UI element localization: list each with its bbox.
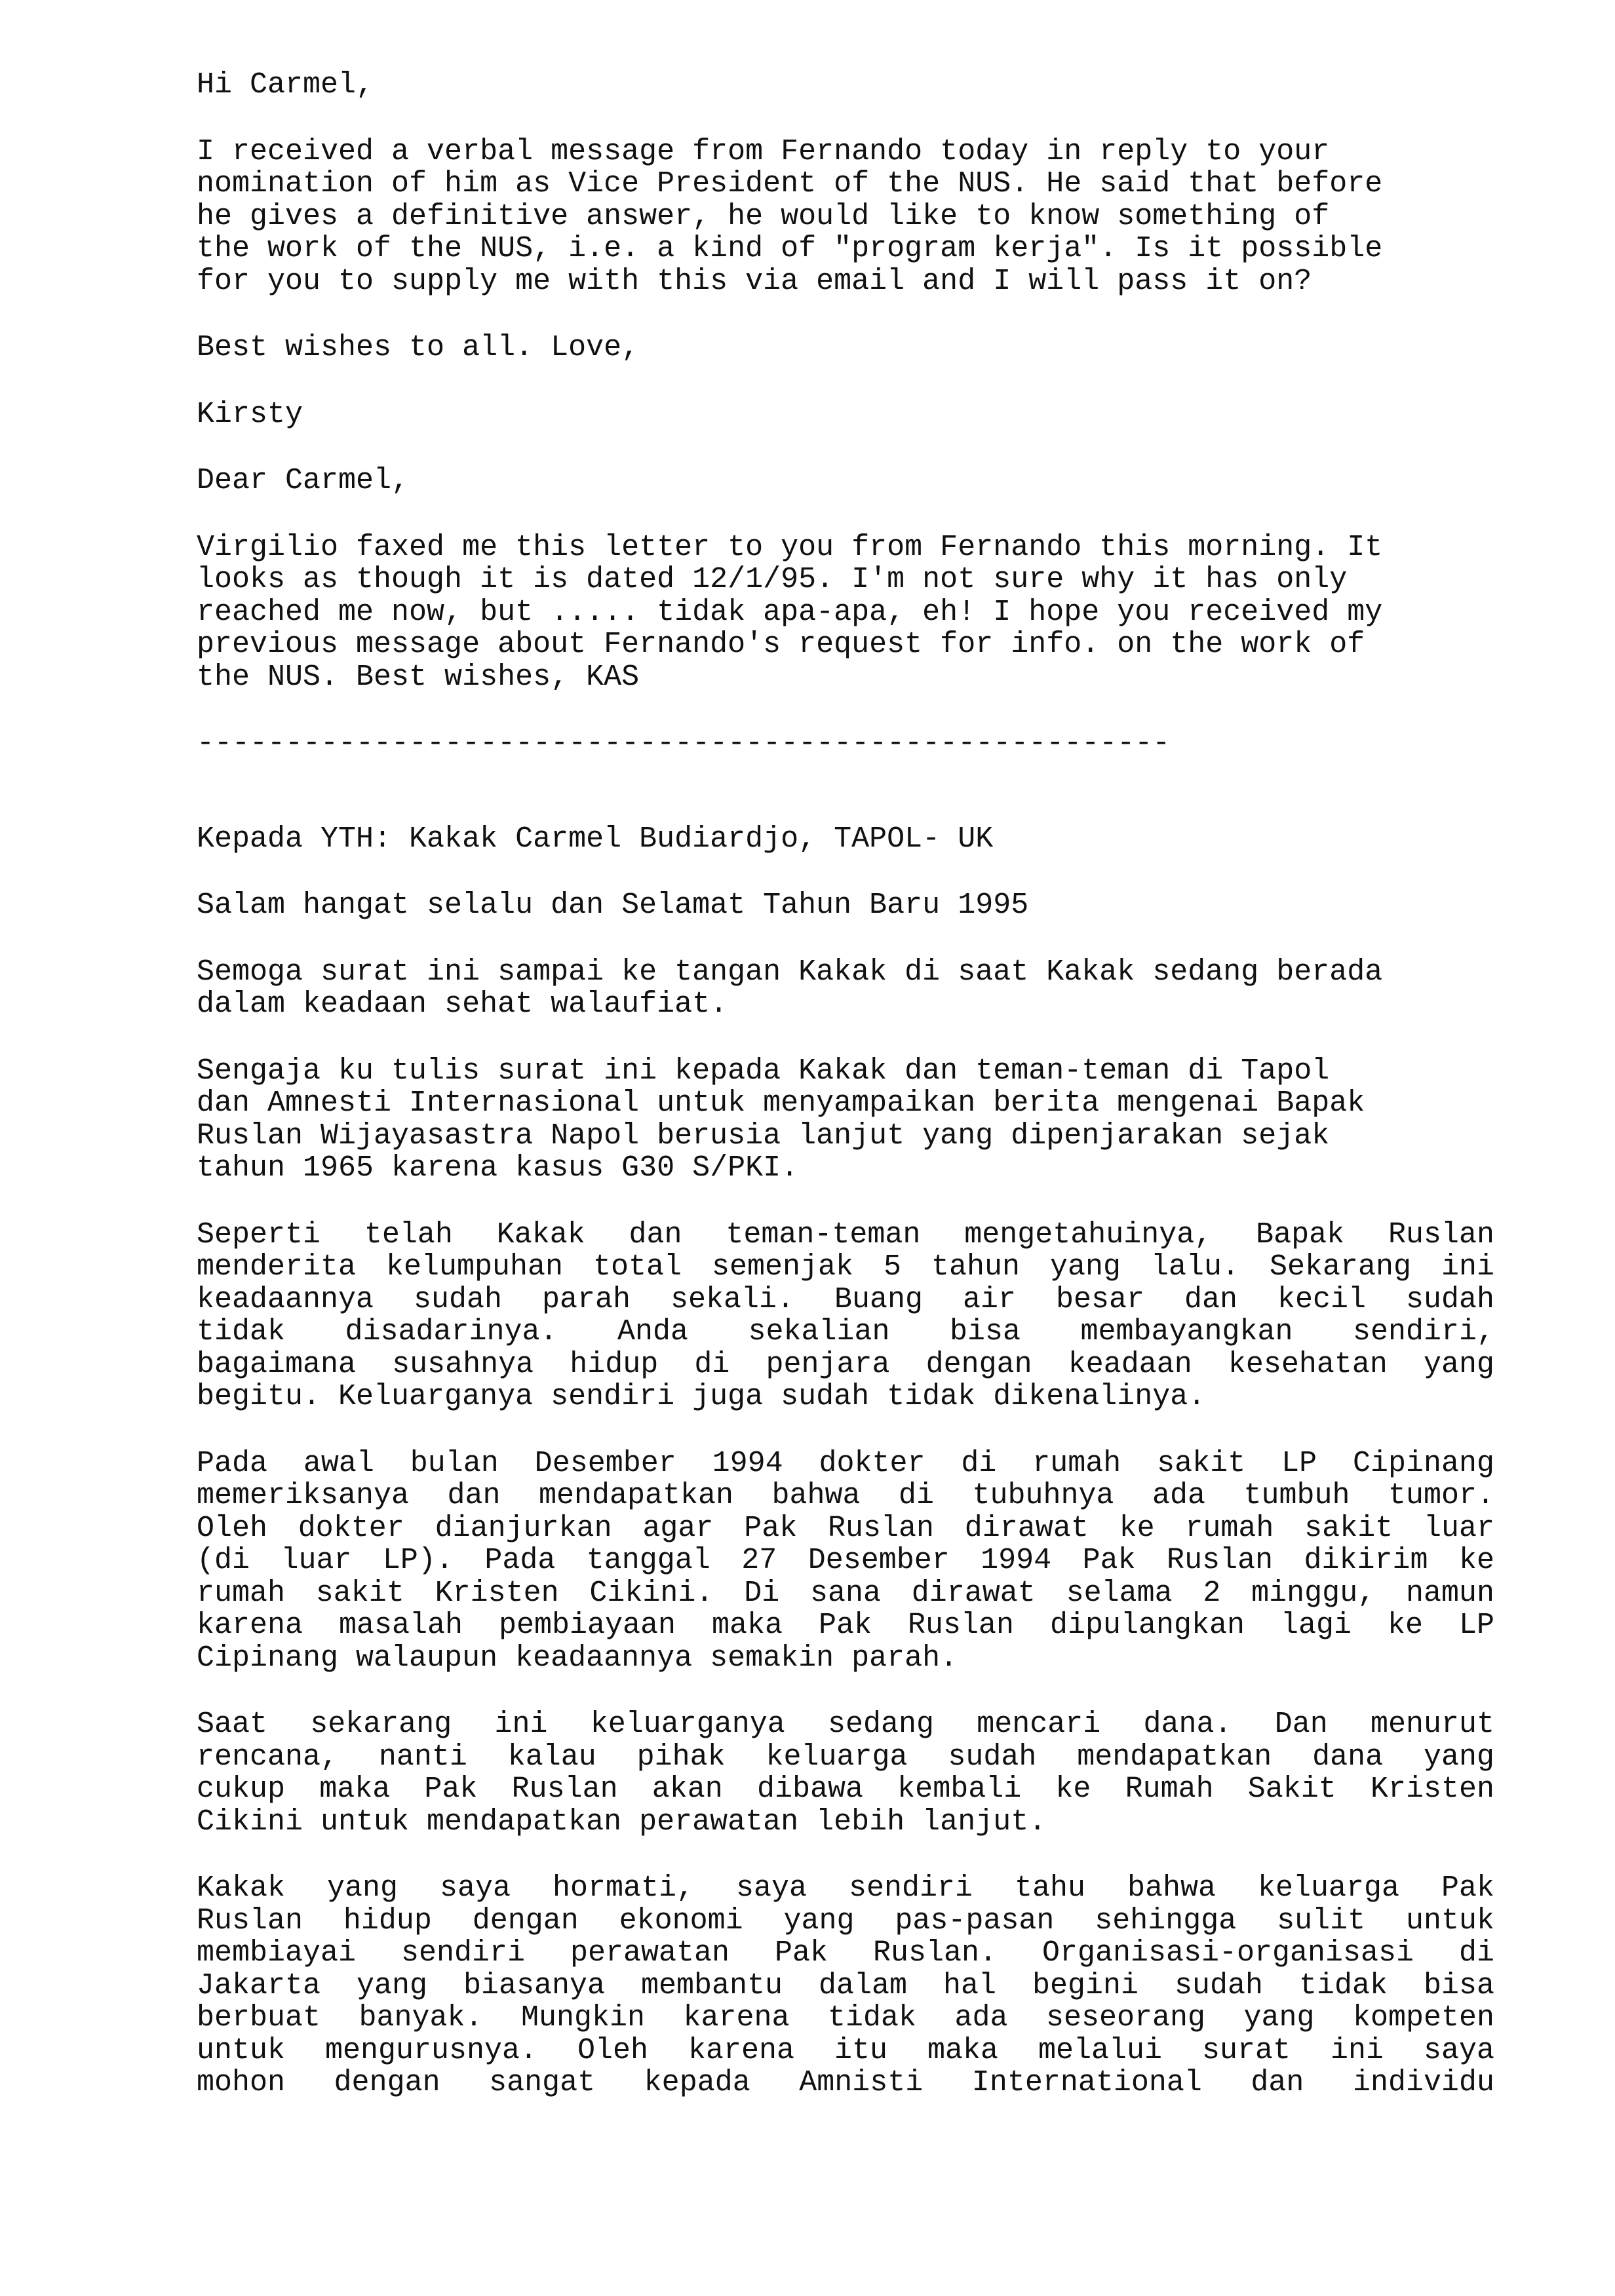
email2-body-line: the NUS. Best wishes, KAS (197, 660, 640, 694)
paragraph-line: karena masalah pembiayaan maka Pak Ruslan dipulangkan lagi ke LP (197, 1609, 1494, 1642)
paragraph-line: membiayai sendiri perawatan Pak Ruslan. Organisasi-organisasi di (197, 1936, 1494, 1970)
letter-addressee: Kepada YTH: Kakak Carmel Budiardjo, TAPOL- UK (197, 822, 994, 856)
paragraph-line: rencana, nanti kalau pihak keluarga sudah mendapatkan dana yang (197, 1740, 1494, 1774)
paragraph-line: Seperti telah Kakak dan teman-teman mengetahuinya, Bapak Ruslan (197, 1217, 1494, 1252)
letter-paragraph-4 (197, 1447, 1494, 1675)
email2-body-line: reached me now, but ..... tidak apa-apa, eh! I hope you received my (197, 595, 1383, 629)
paragraph-line: Cipinang walaupun keadaannya semakin parah. (197, 1641, 958, 1675)
paragraph-line: berbuat banyak. Mungkin karena tidak ada seseorang yang kompeten (197, 2001, 1494, 2035)
paragraph-line: keadaannya sudah parah sekali. Buang air besar dan kecil sudah (197, 1282, 1494, 1316)
letter-paragraph-6 (197, 1872, 1494, 2099)
separator-line: ------------------------------------------------------- (197, 727, 1171, 760)
paragraph-line: Pada awal bulan Desember 1994 dokter di rumah sakit LP Cipinang (197, 1446, 1494, 1480)
email1-signature: Kirsty (197, 397, 303, 431)
letter-paragraph-1 (197, 956, 1494, 1021)
paragraph-line: Oleh dokter dianjurkan agar Pak Ruslan dirawat ke rumah sakit luar (197, 1511, 1494, 1545)
email1-body-line: nomination of him as Vice President of the NUS. He said that before (197, 167, 1383, 201)
document-page (197, 69, 1494, 2133)
paragraph-line: bagaimana susahnya hidup di penjara dengan keadaan kesehatan yang (197, 1347, 1494, 1381)
email1-greeting: Hi Carmel, (197, 68, 374, 102)
email1-body-line: for you to supply me with this via email and I will pass it on? (197, 264, 1312, 298)
email1-body-line: he gives a definitive answer, he would like to know something of (197, 199, 1330, 233)
letter-paragraph-5 (197, 1708, 1494, 1838)
paragraph-line: (di luar LP). Pada tanggal 27 Desember 1994 Pak Ruslan dikirim ke (197, 1544, 1494, 1577)
email1-closing: Best wishes to all. Love, (197, 331, 640, 364)
email1-body-line: the work of the NUS, i.e. a kind of "program kerja". Is it possible (197, 232, 1383, 265)
paragraph-line: dalam keadaan sehat walaufiat. (197, 987, 728, 1021)
email2-greeting: Dear Carmel, (197, 464, 410, 497)
letter-paragraph-3 (197, 1219, 1494, 1413)
paragraph-line: menderita kelumpuhan total semenjak 5 tahun yang lalu. Sekarang ini (197, 1250, 1494, 1284)
paragraph-line: begitu. Keluarganya sendiri juga sudah tidak dikenalinya. (197, 1380, 1206, 1413)
paragraph-line: dan Amnesti Internasional untuk menyampaikan berita mengenai Bapak (197, 1086, 1365, 1120)
email2-body-line: looks as though it is dated 12/1/95. I'm not sure why it has only (197, 563, 1348, 596)
paragraph-line: untuk mengurusnya. Oleh karena itu maka melalui surat ini saya (197, 2033, 1494, 2067)
email2-body-line: previous message about Fernando's request for info. on the work of (197, 628, 1365, 661)
paragraph-line: memeriksanya dan mendapatkan bahwa di tubuhnya ada tumbuh tumor. (197, 1479, 1494, 1512)
paragraph-line: Jakarta yang biasanya membantu dalam hal begini sudah tidak bisa (197, 1968, 1494, 2002)
email2-body-line: Virgilio faxed me this letter to you from Fernando this morning. It (197, 530, 1383, 564)
paragraph-line: Kakak yang saya hormati, saya sendiri tahu bahwa keluarga Pak (197, 1871, 1494, 1905)
email1-body-line: I received a verbal message from Fernando today in reply to your (197, 134, 1330, 168)
email1-body (197, 136, 1494, 298)
letter-paragraph-2 (197, 1055, 1494, 1185)
paragraph-line: Ruslan Wijayasastra Napol berusia lanjut yang dipenjarakan sejak (197, 1119, 1330, 1153)
paragraph-line: Cikini untuk mendapatkan perawatan lebih lanjut. (197, 1805, 1047, 1839)
paragraph-line: tahun 1965 karena kasus G30 S/PKI. (197, 1151, 799, 1185)
paragraph-line: Ruslan hidup dengan ekonomi yang pas-pasan sehingga sulit untuk (197, 1904, 1494, 1938)
paragraph-line: rumah sakit Kristen Cikini. Di sana dirawat selama 2 minggu, namun (197, 1576, 1494, 1610)
paragraph-line: tidak disadarinya. Anda sekalian bisa membayangkan sendiri, (197, 1315, 1494, 1349)
paragraph-line: cukup maka Pak Ruslan akan dibawa kembali ke Rumah Sakit Kristen (197, 1772, 1494, 1806)
paragraph-line: Semoga surat ini sampai ke tangan Kakak di saat Kakak sedang berada (197, 955, 1383, 989)
paragraph-line: Sengaja ku tulis surat ini kepada Kakak dan teman-teman di Tapol (197, 1054, 1330, 1088)
email2-body (197, 531, 1494, 694)
paragraph-line: mohon dengan sangat kepada Amnisti International dan individu (197, 2066, 1494, 2099)
letter-salutation: Salam hangat selalu dan Selamat Tahun Baru 1995 (197, 889, 1029, 922)
paragraph-line: Saat sekarang ini keluarganya sedang mencari dana. Dan menurut (197, 1708, 1494, 1741)
